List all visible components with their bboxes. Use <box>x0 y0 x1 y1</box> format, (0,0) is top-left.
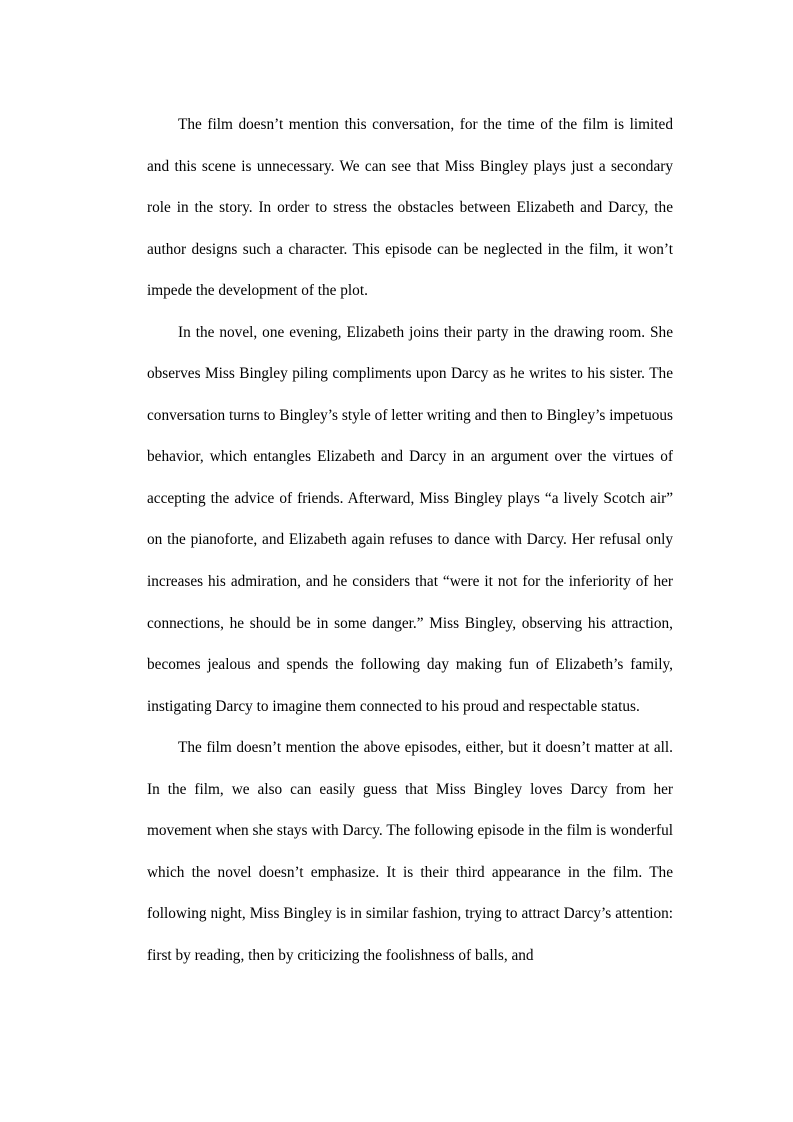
paragraph-novel-evening: In the novel, one evening, Elizabeth joins their party in the drawing room. She observes Miss Bingley piling compliments upon Darcy as he writes to his sister. The conversation turns to Bingley’s style of letter writing and then to Bingley’s impetuous behavior, which entangles Elizabeth and Darcy in an argument over the virtues of accepting the advice of friends. Afterward, Miss Bingley plays “a lively Scotch air” on the pianoforte, and Elizabeth again refuses to dance with Darcy. Her refusal only increases his admiration, and he considers that “were it not for the inferiority of her connections, he should be in some danger.” Miss Bingley, observing his attraction, becomes jealous and spends the following day making fun of Elizabeth’s family, instigating Darcy to imagine them connected to his proud and respectable status. <box>147 323 673 715</box>
body-text <box>147 104 673 976</box>
paragraph-film-conversation: The film doesn’t mention this conversation, for the time of the film is limited and this scene is unnecessary. We can see that Miss Bingley plays just a secondary role in the story. In order to stress the obstacles between Elizabeth and Darcy, the author designs such a character. This episode can be neglected in the film, it won’t impede the development of the plot. <box>147 116 673 300</box>
paragraph-film-episodes: The film doesn’t mention the above episodes, either, but it doesn’t matter at all. In the film, we also can easily guess that Miss Bingley loves Darcy from her movement when she stays with Darcy. The following episode in the film is wonderful which the novel doesn’t emphasize. It is their third appearance in the film. The following night, Miss Bingley is in similar fashion, trying to attract Darcy’s attention: first by reading, then by criticizing the foolishness of balls, and <box>147 739 673 964</box>
